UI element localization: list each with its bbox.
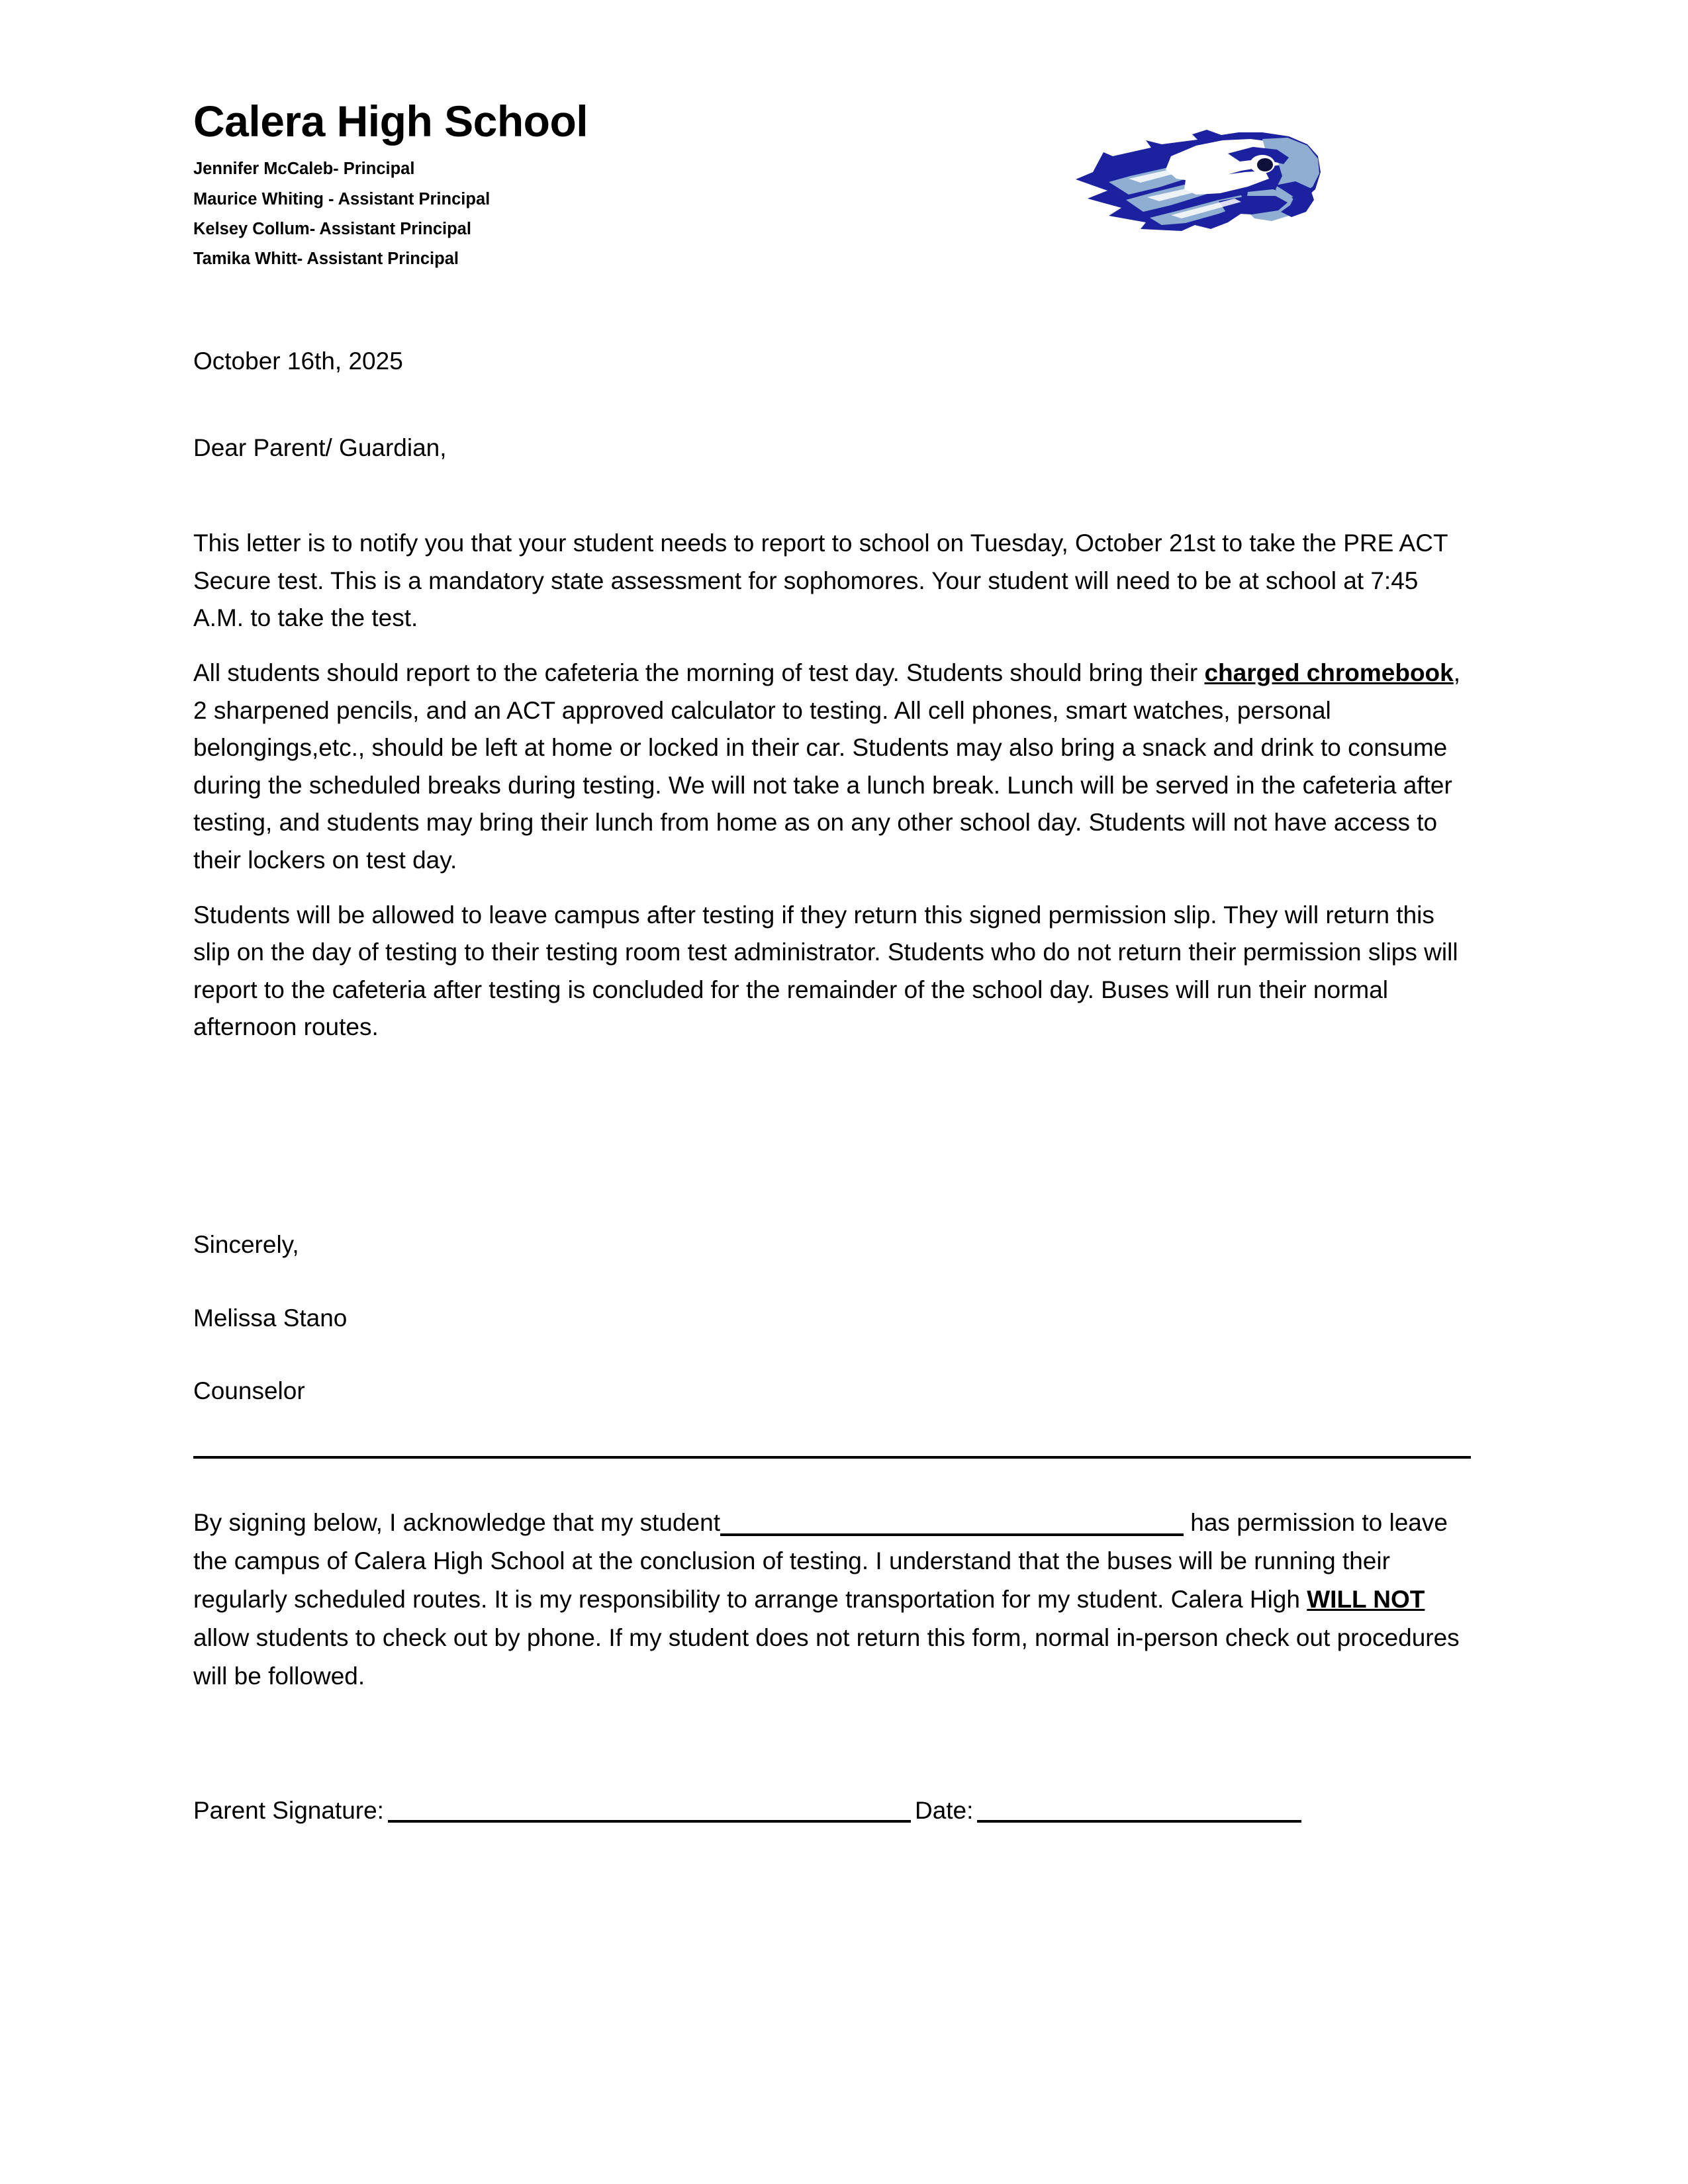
permission-slip-text <box>193 1504 1471 1695</box>
staff-line-assistant-principal-3: Tamika Whitt- Assistant Principal <box>193 250 459 269</box>
staff-line-assistant-principal-2: Kelsey Collum- Assistant Principal <box>193 220 471 239</box>
letterhead <box>193 98 1021 275</box>
closing-signoff: Sincerely, <box>193 1231 299 1258</box>
slip-text-after: has permission to leave the campus of Calera High School at the conclusion of testing. I understand that the buses will be running their regularly scheduled routes. It is my responsibility to arrange transportation for my student. Calera High <box>193 1509 1448 1613</box>
date-label: Date: <box>914 1797 974 1824</box>
signature-row <box>193 1794 1471 1829</box>
date-blank[interactable] <box>977 1797 1301 1823</box>
letter-body <box>193 344 1471 1046</box>
will-not-emphasis: WILL NOT <box>1307 1585 1425 1613</box>
slip-text-before: By signing below, I acknowledge that my student <box>193 1509 720 1536</box>
paragraph-instructions <box>193 655 1471 880</box>
paragraph-instructions-after: , 2 sharpened pencils, and an ACT approved calculator to testing. All cell phones, smart watches, personal belongings,etc., should be left at home or locked in their car. Students may also bring a snack and drink to consume during the scheduled breaks during testing. We will not take a lunch break. Lunch will be served in the cafeteria after testing, and students may bring their lunch from home as on any other school day. Students will not have access to their lockers on test day. <box>193 659 1461 874</box>
school-name: Calera High School <box>193 97 588 146</box>
staff-line-principal: Jennifer McCaleb- Principal <box>193 159 415 179</box>
paragraph-notification: This letter is to notify you that your student needs to report to school on Tuesday, October 21st to take the PRE ACT Secure test. This is a mandatory state assessment for sophomores. Your student will need to be at school at 7:45 A.M. to take the test. <box>193 529 1448 632</box>
letter-salutation: Dear Parent/ Guardian, <box>193 433 447 461</box>
eagle-head-logo <box>1029 93 1340 258</box>
permission-slip-section <box>193 1504 1471 1695</box>
student-name-blank[interactable] <box>720 1508 1184 1536</box>
staff-line-assistant-principal-1: Maurice Whiting - Assistant Principal <box>193 189 491 208</box>
section-divider <box>193 1456 1471 1459</box>
paragraph-instructions-before: All students should report to the cafeteria the morning of test day. Students should bring their <box>193 659 1205 686</box>
letter-date: October 16th, 2025 <box>193 347 403 375</box>
charged-chromebook-emphasis: charged chromebook <box>1204 659 1454 686</box>
parent-signature-blank[interactable] <box>388 1797 911 1823</box>
parent-signature-label: Parent Signature: <box>193 1797 384 1824</box>
slip-text-tail: allow students to check out by phone. If my student does not return this form, normal in-person check out procedures will be followed. <box>193 1623 1460 1690</box>
paragraph-permission-policy: Students will be allowed to leave campus after testing if they return this signed permission slip. They will return this slip on the day of testing to their testing room test administrator. Students who do not return their permission slips will report to the cafeteria after testing is concluded for the remainder of the school day. Buses will run their normal afternoon routes. <box>193 901 1458 1041</box>
closing-name: Melissa Stano <box>193 1304 348 1332</box>
letter-closing <box>193 1228 855 1409</box>
closing-title: Counselor <box>193 1377 305 1405</box>
